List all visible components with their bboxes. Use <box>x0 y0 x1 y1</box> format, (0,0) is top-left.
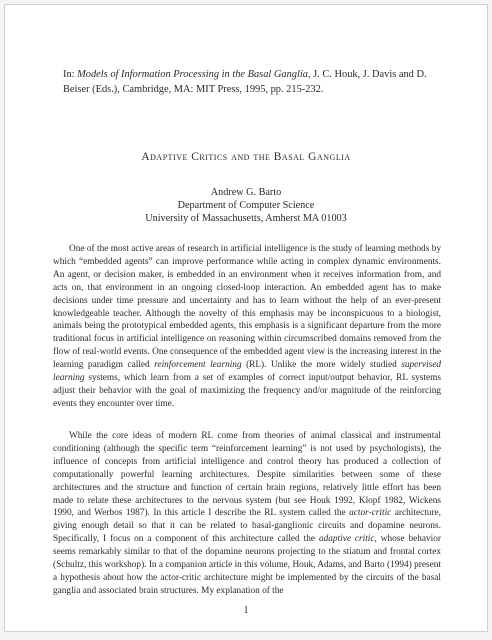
term-reinforcement-learning: reinforcement learning <box>154 360 242 371</box>
author-department: Department of Computer Science <box>177 200 315 212</box>
paragraph-2-text-c: , whose behavior seems remarkably similar to that of the dopamine neurons projecting to the stiatum and frontal cortex (Schultz, this workshop). In a companion article in this volume, Houk, Adams, and Barto (1994) present a hypothesis about how the actor-critic architecture might be implemented by the circuits of the basal ganglia and associated brain structures. My explanation of the <box>53 534 441 596</box>
author-block <box>5 186 487 226</box>
paragraph-1-text-c: systems, which learn from a set of examples of correct input/output behavior, RL systems adjust their behavior with the goal of maximizing the frequency and/or magnitude of the reinforcing events they encounter over time. <box>53 373 441 409</box>
page-number: 1 <box>243 605 249 616</box>
paragraph-1 <box>53 243 441 411</box>
citation <box>63 67 443 97</box>
term-supervised-learning: supervised learning <box>53 360 441 384</box>
citation-prefix: In: <box>63 69 78 80</box>
citation-venue: Models of Information Processing in the Basal Ganglia <box>77 69 308 80</box>
paragraph-2-text-b: architecture, giving enough detail so that it can be related to basal-ganglionic circuits and dopamine neurons. Specifically, I focus on a component of this architecture called the <box>53 508 441 545</box>
term-adaptive-critic: adaptive critic <box>318 534 375 545</box>
citation-details: , J. C. Houk, J. Davis and D. Beiser (Eds.), Cambridge, MA: MIT Press, 1995, pp. 215-232. <box>63 69 427 95</box>
paper-title: Adaptive Critics and the Basal Ganglia <box>141 151 351 163</box>
author-institution: University of Massachusetts, Amherst MA 01003 <box>145 213 347 225</box>
paragraph-2 <box>53 430 441 598</box>
paragraph-2-text-a: While the core ideas of modern RL come from theories of animal classical and instrumental conditioning (although the specific term “reinforcement learning” is not used by psychologists), the influence of concepts from artificial intelligence and control theory has produced a collection of computationally powerful learning architectures. Despite similarities between some of these architectures and the structure and function of certain brain regions, relatively little effort has been made to relate these architectures to the nervous system (but see Houk 1992, Klopf 1982, Wickens 1990, and Werbos 1987). In this article I describe the RL system called the <box>53 431 441 519</box>
author-name: Andrew G. Barto <box>210 187 282 198</box>
term-actor-critic: actor-critic <box>349 508 392 519</box>
paper-page <box>4 4 488 632</box>
paragraph-1-text-a: One of the most active areas of research in artificial intelligence is the study of learning methods by which “embedded agents” can improve performance while acting in complex dynamic environments. An agent, or decision maker, is embedded in an environment when it receives information from, and acts on, that environment in an ongoing closed-loop interaction. An embedded agent has to make decisions under time pressure and uncertainty and has to learn without the help of an ever-present knowledgeable teacher. Although the novelty of this emphasis may be inconspicuous to a biologist, animals being the prototypical embedded agents, this emphasis is a significant departure from the more traditional focus in artificial intelligence on reasoning within circumscribed domains removed from the flow of real-world events. One consequence of the embedded agent view is the increasing interest in the learning paradigm called <box>53 244 441 371</box>
paragraph-1-text-b: (RL). Unlike the more widely studied <box>241 360 402 371</box>
